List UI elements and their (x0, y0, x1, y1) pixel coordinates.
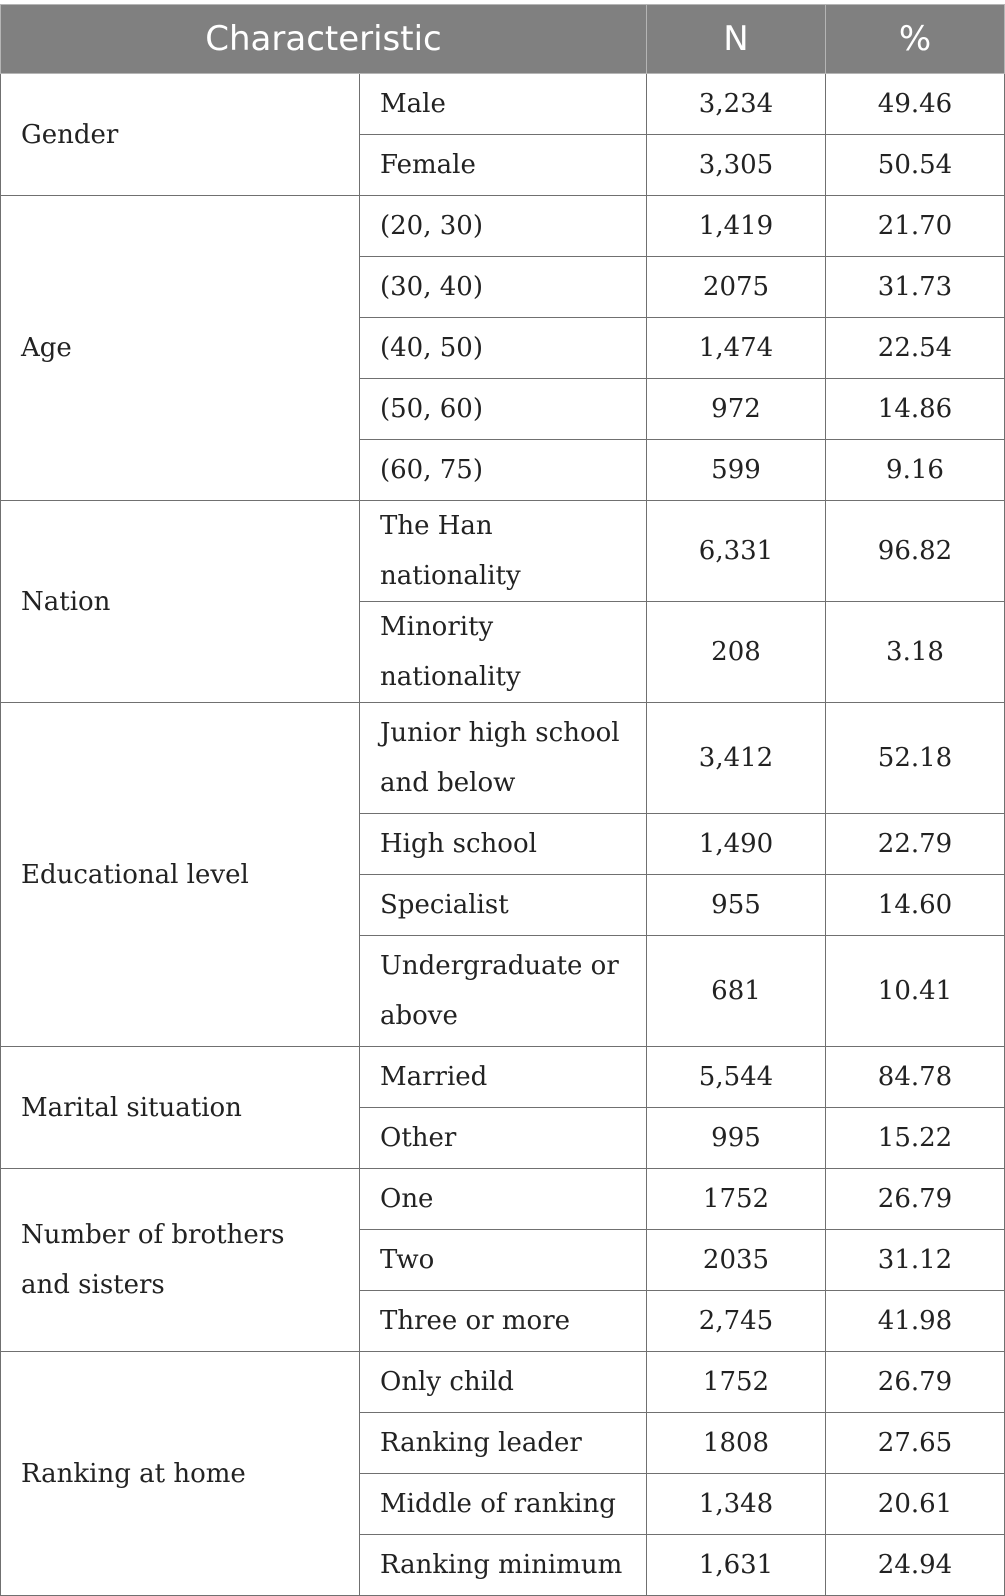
percent-cell: 15.22 (826, 1108, 1005, 1169)
sub-label: Two (360, 1230, 647, 1291)
sub-label: High school (360, 814, 647, 875)
n-cell: 3,412 (647, 703, 826, 814)
n-cell: 6,331 (647, 501, 826, 602)
sub-label: Ranking leader (360, 1413, 647, 1474)
percent-cell: 20.61 (826, 1474, 1005, 1535)
group-label: Age (1, 196, 360, 501)
sub-label: (50, 60) (360, 379, 647, 440)
n-cell: 1,348 (647, 1474, 826, 1535)
percent-cell: 84.78 (826, 1047, 1005, 1108)
n-cell: 3,305 (647, 135, 826, 196)
percent-cell: 27.65 (826, 1413, 1005, 1474)
sub-label: Only child (360, 1352, 647, 1413)
table-row (1, 1169, 1005, 1230)
table-row (1, 1047, 1005, 1108)
percent-cell: 50.54 (826, 135, 1005, 196)
header-characteristic: Characteristic (1, 5, 647, 74)
percent-cell: 22.79 (826, 814, 1005, 875)
n-cell: 208 (647, 602, 826, 703)
sub-label: Specialist (360, 875, 647, 936)
sub-label: Three or more (360, 1291, 647, 1352)
n-cell: 5,544 (647, 1047, 826, 1108)
n-cell: 2075 (647, 257, 826, 318)
n-cell: 3,234 (647, 74, 826, 135)
sub-label: Male (360, 74, 647, 135)
table-body (1, 74, 1005, 1596)
group-label: Gender (1, 74, 360, 196)
n-cell: 995 (647, 1108, 826, 1169)
percent-cell: 41.98 (826, 1291, 1005, 1352)
n-cell: 681 (647, 936, 826, 1047)
table-row (1, 703, 1005, 814)
percent-cell: 26.79 (826, 1352, 1005, 1413)
sub-label: One (360, 1169, 647, 1230)
percent-cell: 3.18 (826, 602, 1005, 703)
percent-cell: 14.86 (826, 379, 1005, 440)
table-row (1, 196, 1005, 257)
sub-label: Junior high school and below (360, 703, 647, 814)
n-cell: 2,745 (647, 1291, 826, 1352)
n-cell: 1752 (647, 1352, 826, 1413)
sub-label: Middle of ranking (360, 1474, 647, 1535)
percent-cell: 21.70 (826, 196, 1005, 257)
percent-cell: 26.79 (826, 1169, 1005, 1230)
sub-label: (20, 30) (360, 196, 647, 257)
group-label: Ranking at home (1, 1352, 360, 1596)
n-cell: 1,419 (647, 196, 826, 257)
characteristics-table (0, 4, 1005, 1596)
n-cell: 2035 (647, 1230, 826, 1291)
percent-cell: 22.54 (826, 318, 1005, 379)
header-percent: % (826, 5, 1005, 74)
n-cell: 955 (647, 875, 826, 936)
sub-label: Minority nationality (360, 602, 647, 703)
percent-cell: 96.82 (826, 501, 1005, 602)
n-cell: 1,474 (647, 318, 826, 379)
group-label: Marital situation (1, 1047, 360, 1169)
sub-label: Female (360, 135, 647, 196)
table-row (1, 74, 1005, 135)
sub-label: (40, 50) (360, 318, 647, 379)
sub-label: (30, 40) (360, 257, 647, 318)
table-row (1, 1352, 1005, 1413)
header-n: N (647, 5, 826, 74)
group-label: Number of brothers and sisters (1, 1169, 360, 1352)
table-row (1, 501, 1005, 602)
sub-label: (60, 75) (360, 440, 647, 501)
group-label: Educational level (1, 703, 360, 1047)
n-cell: 972 (647, 379, 826, 440)
sub-label: Ranking minimum (360, 1535, 647, 1596)
percent-cell: 31.73 (826, 257, 1005, 318)
sub-label: Other (360, 1108, 647, 1169)
n-cell: 599 (647, 440, 826, 501)
percent-cell: 49.46 (826, 74, 1005, 135)
n-cell: 1752 (647, 1169, 826, 1230)
n-cell: 1808 (647, 1413, 826, 1474)
percent-cell: 9.16 (826, 440, 1005, 501)
percent-cell: 14.60 (826, 875, 1005, 936)
percent-cell: 52.18 (826, 703, 1005, 814)
percent-cell: 24.94 (826, 1535, 1005, 1596)
sub-label: Undergraduate or above (360, 936, 647, 1047)
percent-cell: 31.12 (826, 1230, 1005, 1291)
sub-label: Married (360, 1047, 647, 1108)
sub-label: The Han nationality (360, 501, 647, 602)
group-label: Nation (1, 501, 360, 703)
n-cell: 1,490 (647, 814, 826, 875)
n-cell: 1,631 (647, 1535, 826, 1596)
table-header (1, 5, 1005, 74)
percent-cell: 10.41 (826, 936, 1005, 1047)
